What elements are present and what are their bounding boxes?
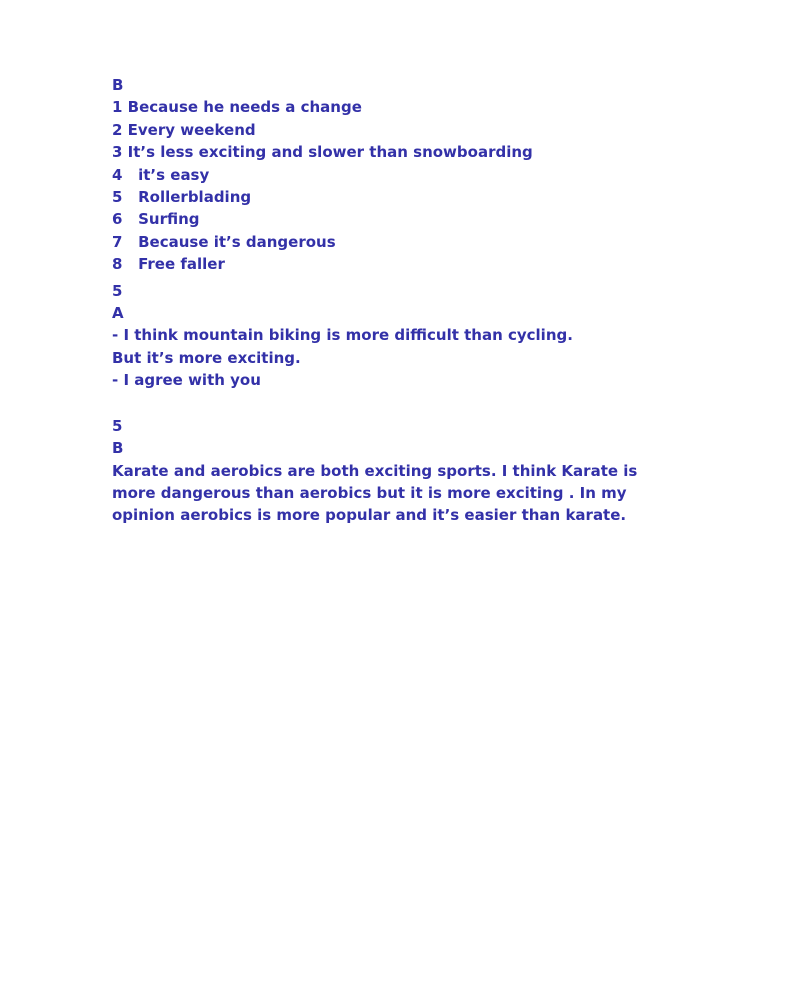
exercise-5a-line-3: - I agree with you [112,371,261,390]
exercise-5b-line-1: Karate and aerobics are both exciting sports. I think Karate is [112,461,638,480]
exercise-b-answer-2: 2 Every weekend [112,120,256,139]
exercise-5b-line-2: more dangerous than aerobics but it is more exciting . In my [112,483,627,502]
exercise-b-answer-4: 4 it’s easy [112,165,210,184]
exercise-5a-letter: A [112,304,124,323]
exercise-5b-line-3: opinion aerobics is more popular and it’s easier than karate. [112,506,627,525]
exercise-b-answer-7: 7 Because it’s dangerous [112,232,336,251]
exercise-b-heading: B [112,76,124,94]
document-content [112,74,687,527]
exercise-5a-number: 5 [112,281,123,300]
exercise-b-answer-5: 5 Rollerblading [112,188,252,207]
exercise-5a-line-2: But it’s more exciting. [112,348,301,367]
exercise-b-answer-6: 6 Surfing [112,210,200,229]
exercise-5b-number: 5 [112,416,123,435]
exercise-5b-letter: B [112,439,124,458]
exercise-b-answer-8: 8 Free faller [112,255,225,274]
exercise-b-answer-3: 3 It’s less exciting and slower than snowboarding [112,143,533,162]
exercise-5a-line-1: - I think mountain biking is more difficult than cycling. [112,326,573,345]
exercise-b-answer-1: 1 Because he needs a change [112,98,362,117]
